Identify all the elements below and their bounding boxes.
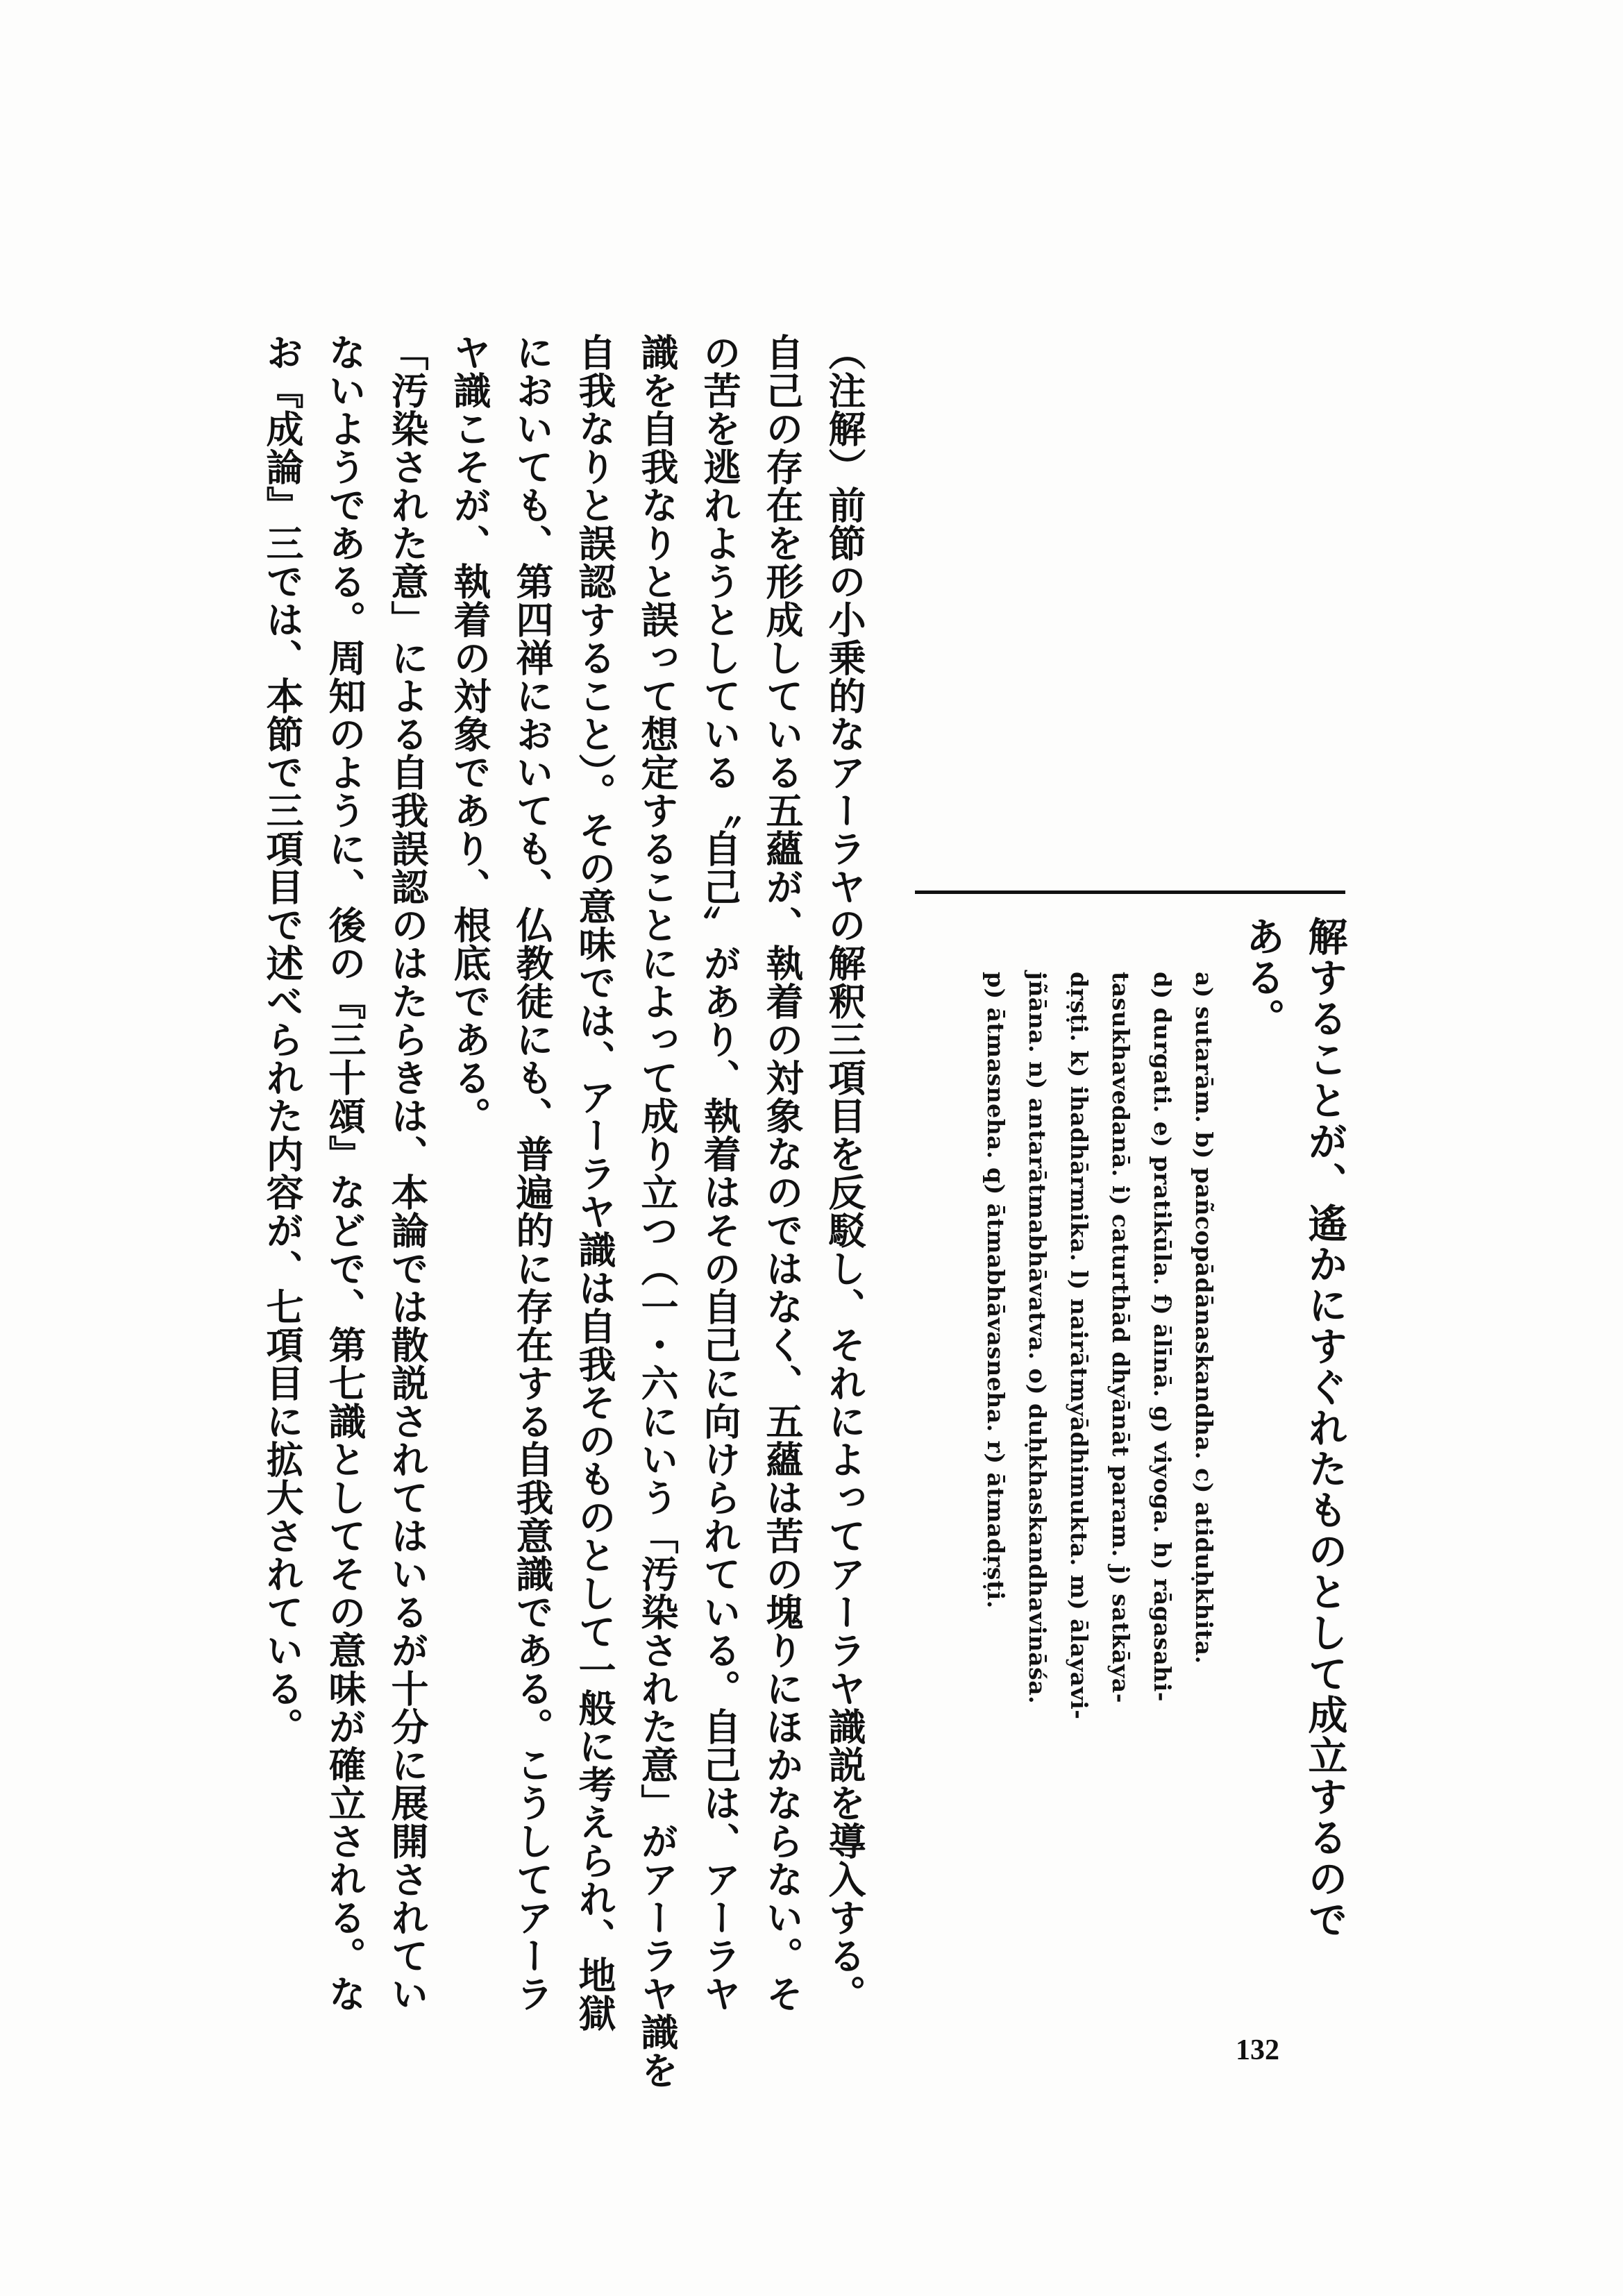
sanskrit-gloss-line-5: jñāna. n) antarātmabhāvatva. o) duḥkhaskandhavināśa. [1024, 972, 1051, 1705]
sanskrit-gloss-line-2: d) durgati. e) pratikūla. f) ālīnā. g) viyoga. h) rāgasahi- [1149, 972, 1176, 1702]
sanskrit-gloss-line-3: tasukhavedanā. i) caturthād dhyānāt param. j) satkāya- [1107, 972, 1134, 1703]
main-text-line-1: 解することが、遙かにすぐれたものとして成立するので [1302, 916, 1348, 1940]
note-line-10: お『成論』三では、本節で三項目で述べられた内容が、七項目に拡大されている。 [260, 333, 305, 1746]
note-line-6: においても、第四禅においても、仏教徒にも、普遍的に存在する自我意識である。こうしてアーラ [510, 333, 555, 2013]
sanskrit-gloss-line-6: p) ātmasneha. q) ātmabhāvasneha. r) ātmadṛṣṭi. [982, 972, 1009, 1609]
note-line-3: の苦を逃れようとしている〝自己〟があり、執着はその自己に向けられている。自己は、アーラヤ [698, 333, 742, 2013]
note-line-1: （注解）前節の小乗的なアーラヤの解釈三項目を反駁し、それによってアーラヤ識説を導入する。 [823, 333, 867, 2013]
note-line-7: ヤ識こそが、執着の対象であり、根底である。 [448, 333, 492, 1135]
note-line-4: 識を自我なりと誤って想定することによって成り立つ（一・六にいう「汚染された意」がアーラヤ識を [635, 333, 680, 2089]
note-line-9: ないようである。周知のように、後の『三十頌』などで、第七識としてその意味が確立される。な [323, 333, 367, 2013]
note-line-2: 自己の存在を形成している五蘊が、執着の対象なのではなく、五蘊は苦の塊りにほかならない。そ [760, 333, 805, 2013]
note-line-8: 「汚染された意」による自我誤認のはたらきは、本論では散説されてはいるが十分に展開されてい [385, 333, 430, 2013]
sanskrit-gloss-line-1: a) sutarām. b) pañcopādānaskandha. c) atiduḥkhita. [1191, 972, 1218, 1664]
page-number: 132 [1236, 2034, 1279, 2066]
sanskrit-gloss-line-4: dṛṣṭi. k) ihadhārmika. l) nairātmyādhimukta. m) ālayavi- [1066, 972, 1093, 1720]
note-line-5: 自我なりと誤認すること）。その意味では、アーラヤ識は自我そのものとして一般に考えられ、地獄 [573, 333, 617, 2032]
main-text-line-2: ある。 [1239, 916, 1286, 1039]
separator-rule [915, 890, 1345, 894]
